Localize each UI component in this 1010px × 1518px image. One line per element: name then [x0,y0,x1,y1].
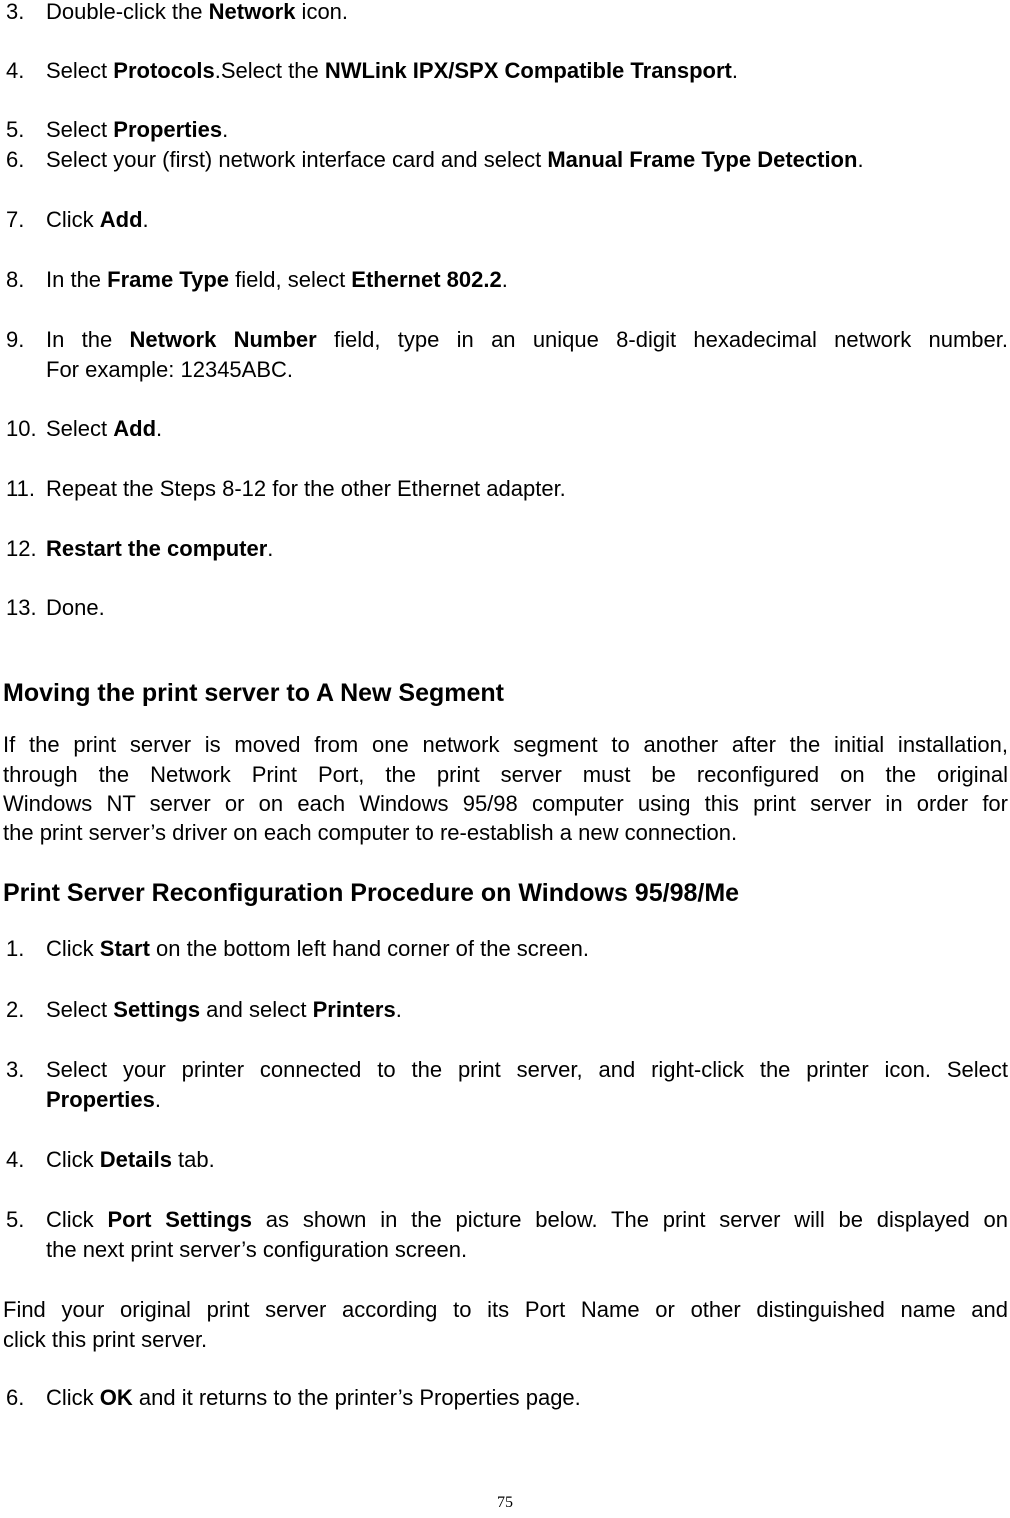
step-4-text: Click Details tab. [46,1147,215,1172]
step-number: 5. [6,1207,25,1232]
step-number: 13. [6,595,37,620]
step-number: 7. [6,207,25,232]
step-10-text: Select Add. [46,416,163,441]
step-4-text: Select Protocols.Select the NWLink IPX/SPX Compatible Transport. [46,58,738,83]
paragraph-line: Windows NT server or on each Windows 95/98 computer using this print server in order for [3,791,1008,816]
step-number: 4. [6,1147,25,1172]
step-2-text: Select Settings and select Printers. [46,997,402,1022]
step-5-line2: the next print server’s configuration screen. [46,1237,468,1262]
step-number: 6. [6,1385,25,1410]
step-number: 3. [6,1057,25,1082]
step-3-text: Double-click the Network icon. [46,0,349,24]
paragraph-line: the print server’s driver on each computer to re-establish a new connection. [3,820,738,845]
section-heading-moving-print-server: Moving the print server to A New Segment [3,679,505,707]
page-number: 75 [497,1494,513,1511]
step-11-text: Repeat the Steps 8-12 for the other Ethernet adapter. [46,476,566,501]
step-number: 1. [6,936,25,961]
step-number: 5. [6,117,25,142]
step-1-text: Click Start on the bottom left hand corner of the screen. [46,936,589,961]
step-5-text: Click Port Settings as shown in the picture below. The print server will be displayed on [46,1207,1008,1232]
paragraph-line: click this print server. [3,1327,208,1352]
step-6-text: Click OK and it returns to the printer’s Properties page. [46,1385,581,1410]
step-9-text: In the Network Number field, type in an unique 8-digit hexadecimal network number. [46,327,1008,352]
step-number: 6. [6,147,25,172]
paragraph-line: Find your original print server according to its Port Name or other distinguished name and [3,1297,1008,1322]
step-3-text: Select your printer connected to the print server, and right-click the printer icon. Select [46,1057,1008,1082]
step-5-text: Select Properties. [46,117,229,142]
step-12-text: Restart the computer. [46,536,274,561]
step-number: 4. [6,58,25,83]
step-13-text: Done. [46,595,105,620]
step-number: 11. [6,476,35,501]
step-number: 10. [6,416,37,441]
step-number: 2. [6,997,25,1022]
step-6-text: Select your (first) network interface card and select Manual Frame Type Detection. [46,147,864,172]
step-8-text: In the Frame Type field, select Ethernet 802.2. [46,267,508,292]
step-3-line2: Properties. [46,1087,161,1112]
paragraph-line: If the print server is moved from one network segment to another after the initial installation, [3,732,1008,757]
step-number: 9. [6,327,25,352]
step-number: 8. [6,267,25,292]
step-9-line2: For example: 12345ABC. [46,357,294,382]
paragraph-line: through the Network Print Port, the print server must be reconfigured on the original [3,762,1008,787]
step-7-text: Click Add. [46,207,149,232]
step-number: 3. [6,0,25,24]
step-number: 12. [6,536,37,561]
section-heading-reconfiguration: Print Server Reconfiguration Procedure on Windows 95/98/Me [3,879,740,907]
